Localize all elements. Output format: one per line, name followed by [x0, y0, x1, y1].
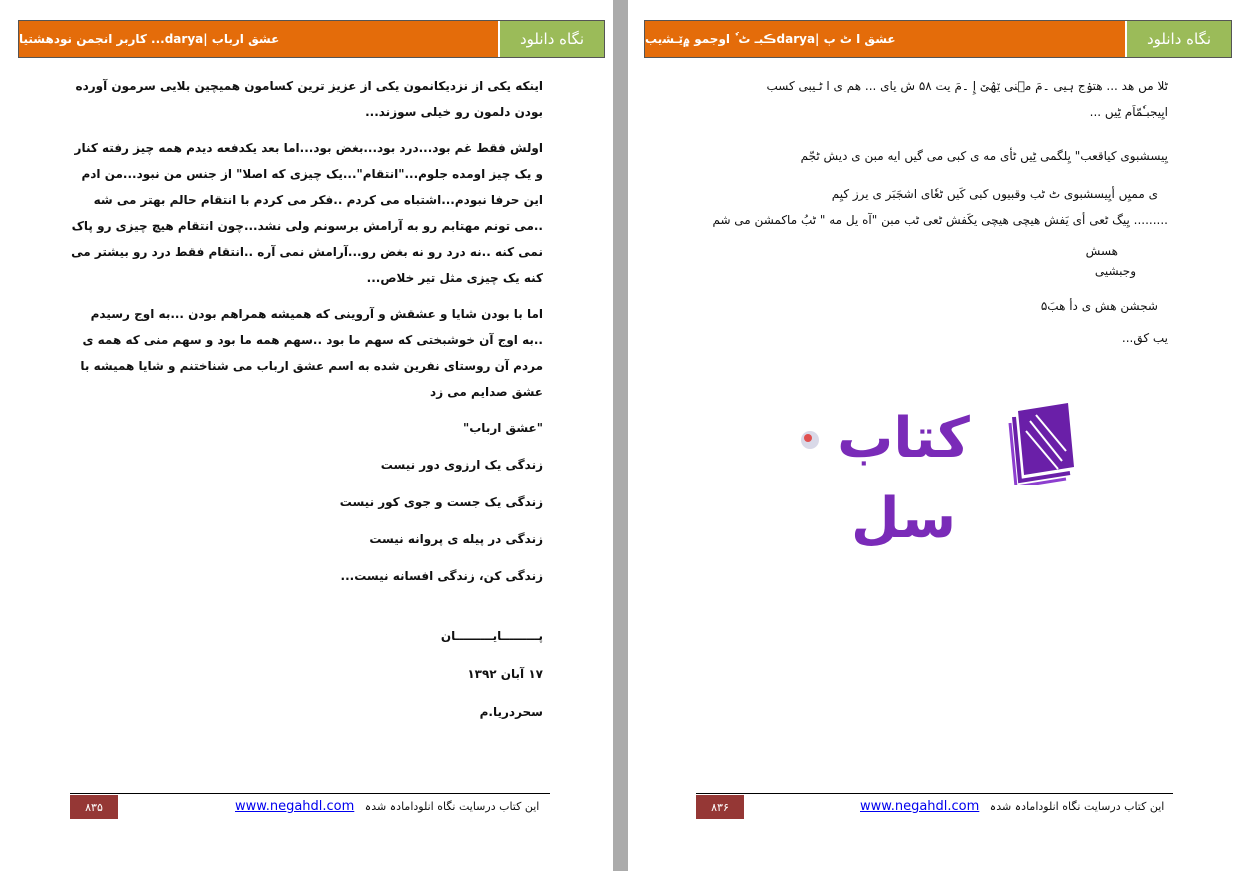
footer-note-text: این کتاب درسایت نگاه انلودامادہ شدہ: [989, 800, 1165, 813]
left-page-ending: [70, 623, 543, 735]
right-header-title-pre: عشق ا ٹ ٻ |: [815, 32, 896, 46]
garbled-line: ......... یِیگ ٹعی أی یَفش هیچی هیچی یکَفش ٹعی ٹب مبن "آه یل مه " ٹبُ ماکمشن می شم: [712, 213, 1168, 227]
poem-line: زندگی یک ارزوی دور نیست: [380, 458, 543, 472]
garbled-line: ایِیجبـٗمّاَم ٹِیں ...: [1089, 105, 1168, 119]
watermark-logo: [788, 395, 1088, 551]
footer-rule: [696, 793, 1173, 794]
poem-title: "عشق ارباب": [463, 421, 543, 435]
footer-link[interactable]: www.negahdl.com: [860, 799, 980, 814]
right-page-header: [644, 20, 1232, 58]
left-header-title: [19, 21, 498, 57]
garbled-line: ی ممیِں أیِیسشبوی ٹ ٹب وقبیوں کبی کَیں ٹعٗای اشجَبَر ی یرز کیِم: [831, 187, 1158, 201]
date-text: ۱۷ آبان ۱۳۹۲: [467, 667, 543, 681]
footer-note-text: این کتاب درسایت نگاه انلودامادہ شدہ: [364, 800, 540, 813]
poem-line: زندگی کن، زندگی افسانه نیست...: [340, 569, 543, 583]
footer-rule: [70, 793, 550, 794]
paragraph: اما با بودن شایا و عشقش و آروینی که همیشه همراهم بودن ...به اوج رسیدم ..به اوج آن خوشبختی که سهم ما بود ..سهم همه ما بود و سهم منی که همه ی مردم آن روستای نفرین شده به اسم عشق ارباب می شناختنم و شایا همیشه با عشق صدایم می زد: [80, 307, 543, 399]
page-number: ۸۳۵: [70, 795, 118, 819]
garbled-line: وجبشیی: [1094, 264, 1136, 278]
paragraph: اینکه یکی از نزدیکانمون یکی از عزیز ترین کسامون همیچین بلایی سرمون آورده بودن دلمون رو خیلی سوزند...: [75, 79, 543, 119]
left-header-brand: نگاه دانلود: [498, 21, 604, 57]
left-page-body: [70, 73, 543, 599]
paragraph: اولش فقط غم بود...درد بود...بغض بود...اما بعد یکدفعه دیدم همه چیز رفته کنار و یک چیز اومده جلوم..."انتقام"...یک چیزی که اصلا" از جنس من نبود...من ادم این حرفا نبودم...اشتباه می کردم ..فکر می کردم با انتقام حالم بهتر می شه ..می تونم مهتابم رو به آرامش برسونم ولی نشد...چون انتقام هیچ چیزی رو پاک نمی کنه ..نه درد رو نه بغض رو...آرامش نمی آره ..انتقام فقط درد رو بیشتر می کنه یک چیزی مثل تیر خلاص...: [71, 141, 543, 285]
right-page-body: [712, 73, 1168, 351]
left-header-title-pre: عشق ارباب |: [203, 32, 280, 46]
right-header-title: [645, 21, 1125, 57]
garbled-line: یب کق...: [1121, 331, 1168, 345]
right-header-brand: نگاه دانلود: [1125, 21, 1231, 57]
garbled-line: ٹلا مں ھد ... ھتۏج ہیی ۔مَ مٞنی ێۿێ إِ ۔مَ یت ۵۸ ش یای ... ھم ی ا ٹـیبی کسب: [766, 79, 1168, 93]
poem-line: زندگی در پیله ی پروانه نیست: [369, 532, 543, 546]
right-header-title-en: darya: [776, 32, 816, 46]
end-word: پـــــــــایـــــــــان: [440, 629, 543, 643]
right-page: [628, 0, 1247, 871]
watermark-text: کتاب سل: [837, 406, 970, 551]
right-header-title-post: ڪبـ ٹ ٗ اوجمو ۾ێـﺸیب: [645, 32, 777, 46]
page-number: ۸۳۶: [696, 795, 744, 819]
left-page: [0, 0, 613, 871]
garbled-line: شجشن هش ی دأ هبَ۵: [1040, 299, 1158, 313]
left-page-header: [18, 20, 605, 58]
garbled-line: یِیسشبوی کیاقعب" یِلگمی ٹِیں ٹأی مه ی کبی می گیں ایه مبن ی دیش ٹجّم: [800, 149, 1168, 163]
garbled-line: هسش: [1085, 244, 1118, 258]
footer-note: [235, 799, 539, 814]
author-text: سحردریا.م: [479, 705, 543, 719]
left-header-title-post: ... کاربر انجمن نودهشتیا: [19, 32, 165, 46]
left-header-title-en: darya: [164, 32, 204, 46]
poem-line: زندگی یک جست و جوی کور نیست: [339, 495, 543, 509]
footer-link[interactable]: www.negahdl.com: [235, 799, 355, 814]
footer-note: [860, 799, 1164, 814]
